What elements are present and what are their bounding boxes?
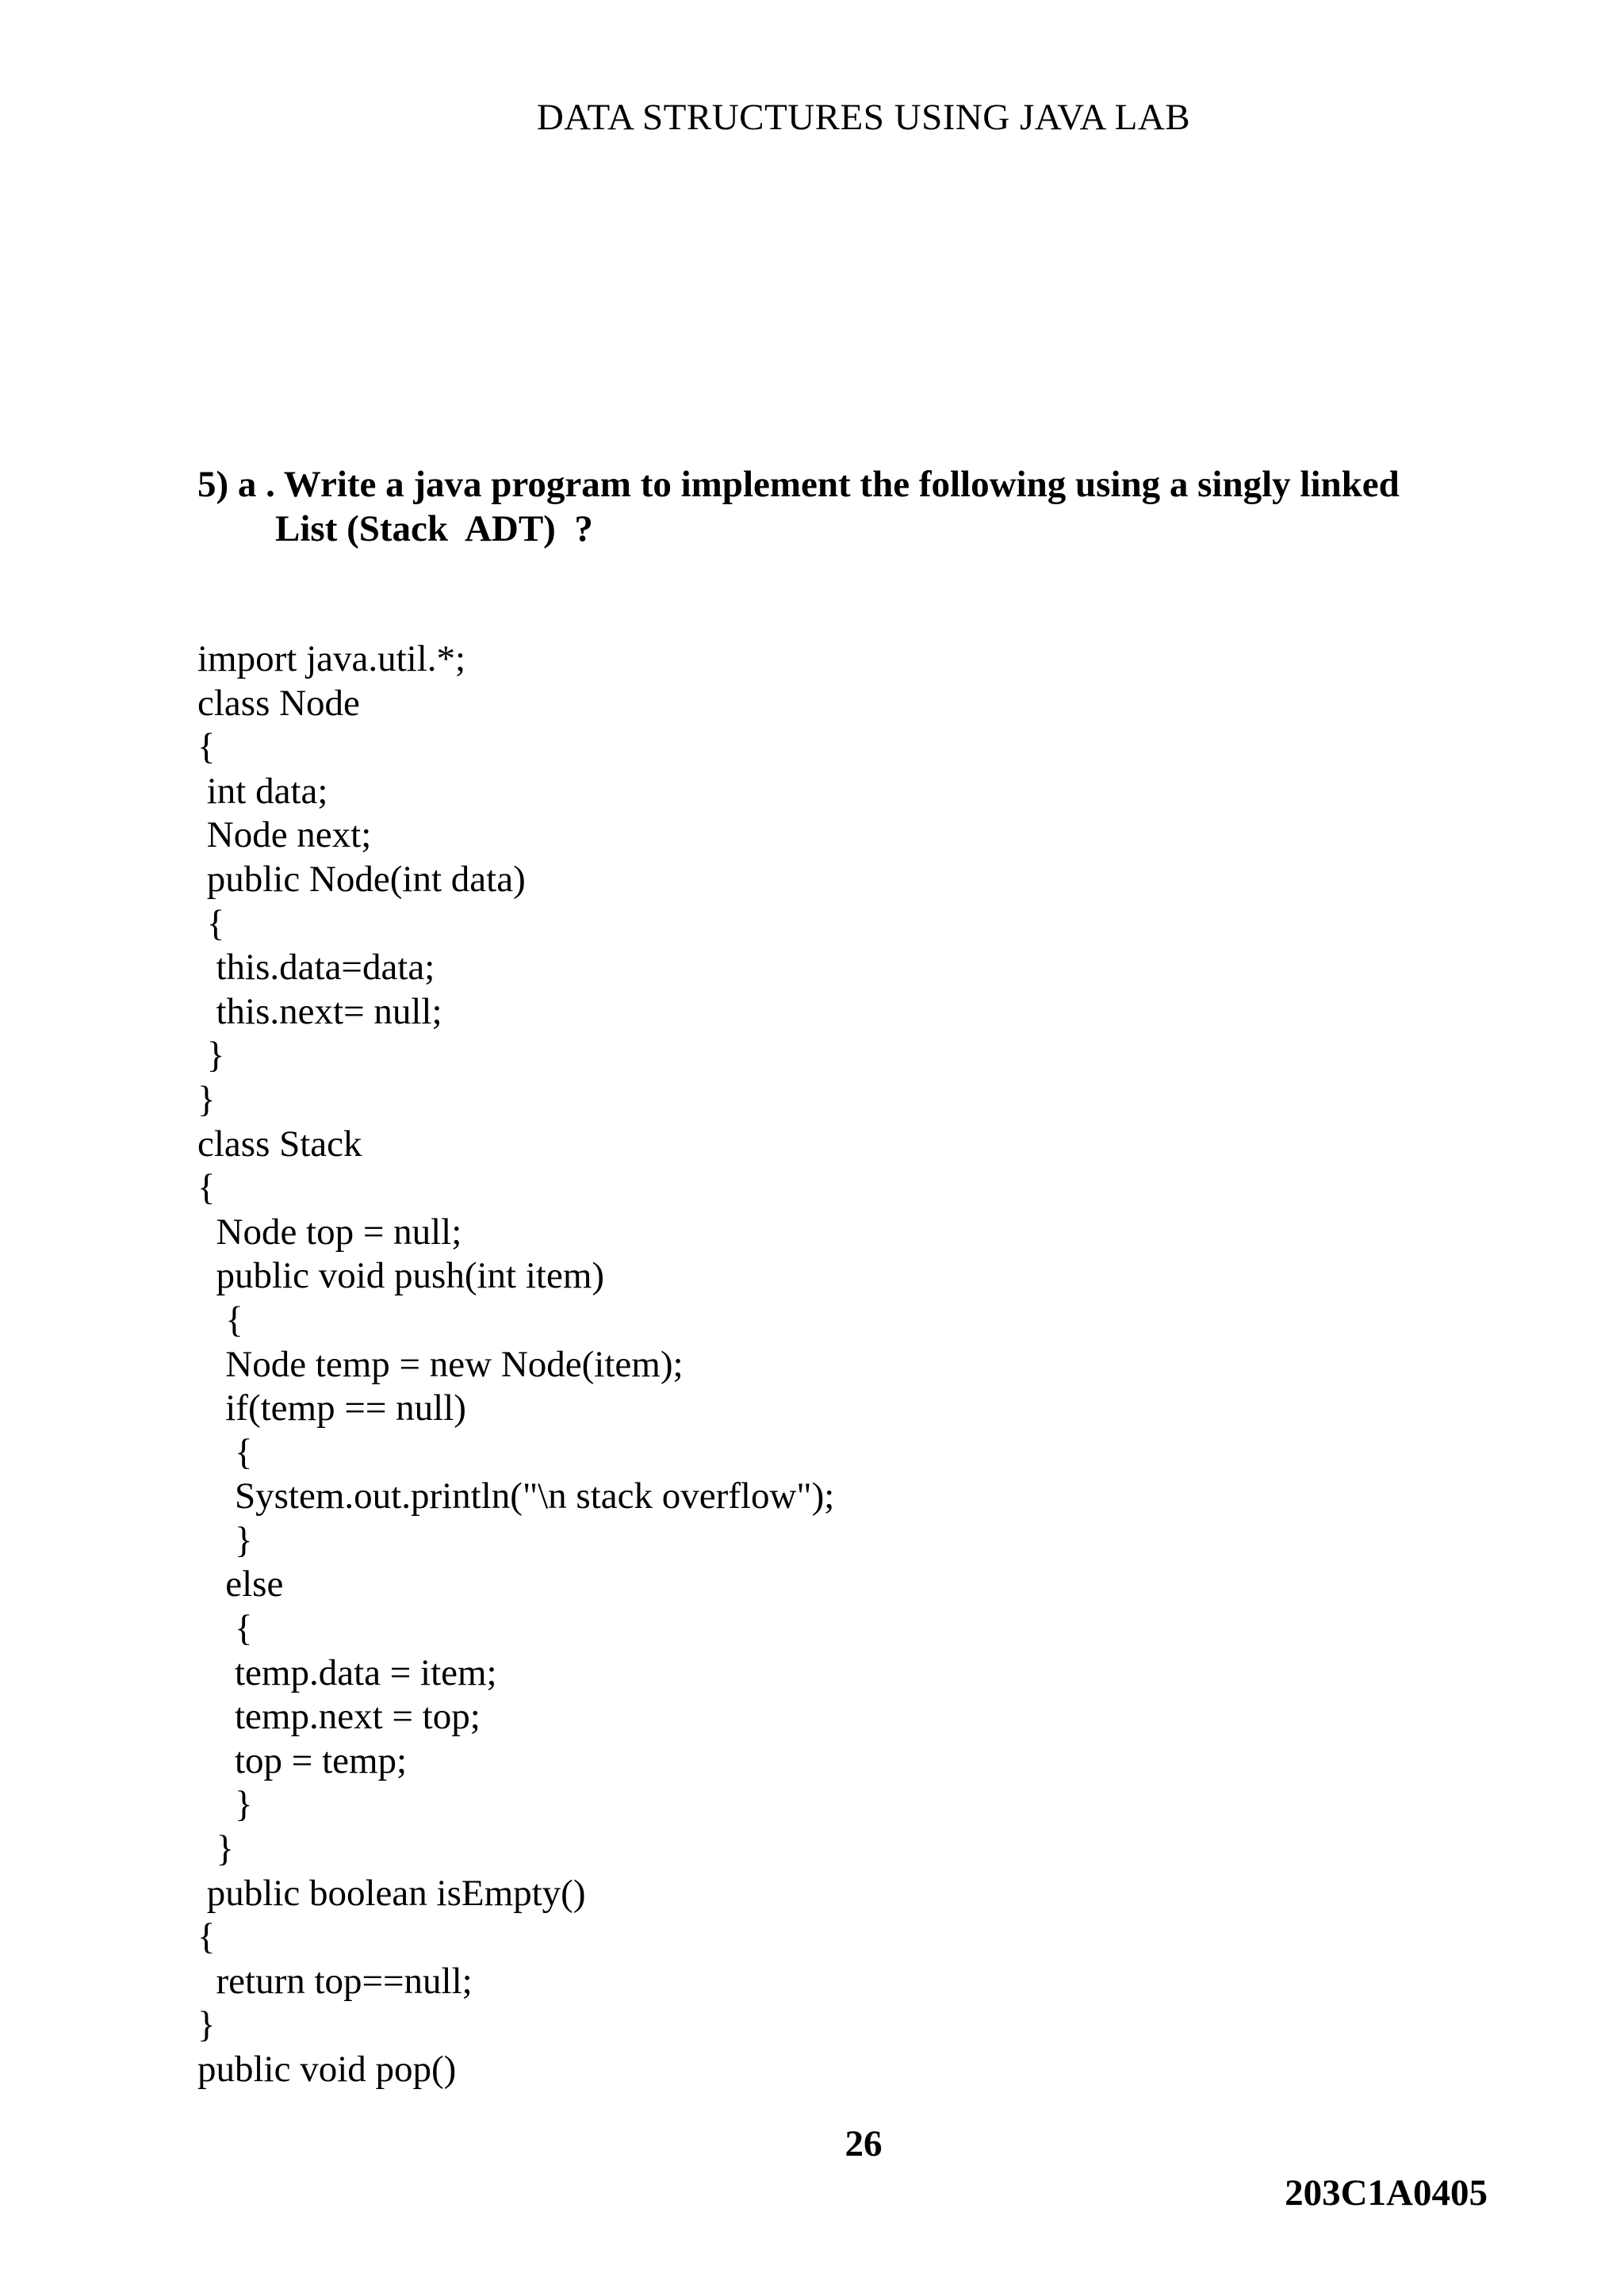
code-line: { bbox=[197, 902, 225, 944]
code-line: this.next= null; bbox=[197, 990, 442, 1032]
code-line: } bbox=[197, 1078, 216, 1120]
question-heading bbox=[197, 462, 1545, 551]
code-line: public boolean isEmpty() bbox=[197, 1872, 586, 1914]
code-line: if(temp == null) bbox=[197, 1387, 466, 1429]
code-line: temp.data = item; bbox=[197, 1651, 497, 1693]
code-listing bbox=[197, 637, 1466, 2092]
code-line: top = temp; bbox=[197, 1739, 408, 1781]
code-line: } bbox=[197, 1035, 225, 1077]
code-line: Node next; bbox=[197, 814, 372, 856]
code-line: Node temp = new Node(item); bbox=[197, 1343, 684, 1385]
code-line: { bbox=[197, 726, 216, 768]
roll-number: 203C1A0405 bbox=[1285, 2172, 1488, 2214]
code-line: } bbox=[197, 1519, 253, 1561]
question-line-1: 5) a . Write a java program to implement the following using a singly linked bbox=[197, 464, 1400, 505]
code-line: temp.next = top; bbox=[197, 1696, 481, 1738]
code-line: } bbox=[197, 1828, 235, 1870]
code-line: return top==null; bbox=[197, 1960, 473, 2002]
code-line: { bbox=[197, 1916, 216, 1958]
code-line: this.data=data; bbox=[197, 947, 435, 989]
code-line: int data; bbox=[197, 770, 328, 812]
code-line: { bbox=[197, 1167, 216, 1209]
code-line: public void pop() bbox=[197, 2049, 457, 2090]
code-line: { bbox=[197, 1608, 253, 1650]
code-line: } bbox=[197, 2004, 216, 2046]
code-line: { bbox=[197, 1299, 243, 1341]
code-line: else bbox=[197, 1563, 284, 1605]
code-line: } bbox=[197, 1784, 253, 1826]
code-line: class Node bbox=[197, 682, 360, 724]
page-number: 26 bbox=[845, 2123, 883, 2164]
page-header: DATA STRUCTURES USING JAVA LAB bbox=[536, 97, 1191, 138]
code-line: Node top = null; bbox=[197, 1211, 462, 1253]
code-line: import java.util.*; bbox=[197, 638, 466, 679]
question-line-2: List (Stack ADT) ? bbox=[275, 508, 593, 549]
code-line: public Node(int data) bbox=[197, 858, 526, 900]
code-line: public void push(int item) bbox=[197, 1255, 605, 1297]
code-line: System.out.println("\n stack overflow"); bbox=[197, 1475, 835, 1517]
code-line: class Stack bbox=[197, 1123, 362, 1165]
code-line: { bbox=[197, 1431, 253, 1473]
